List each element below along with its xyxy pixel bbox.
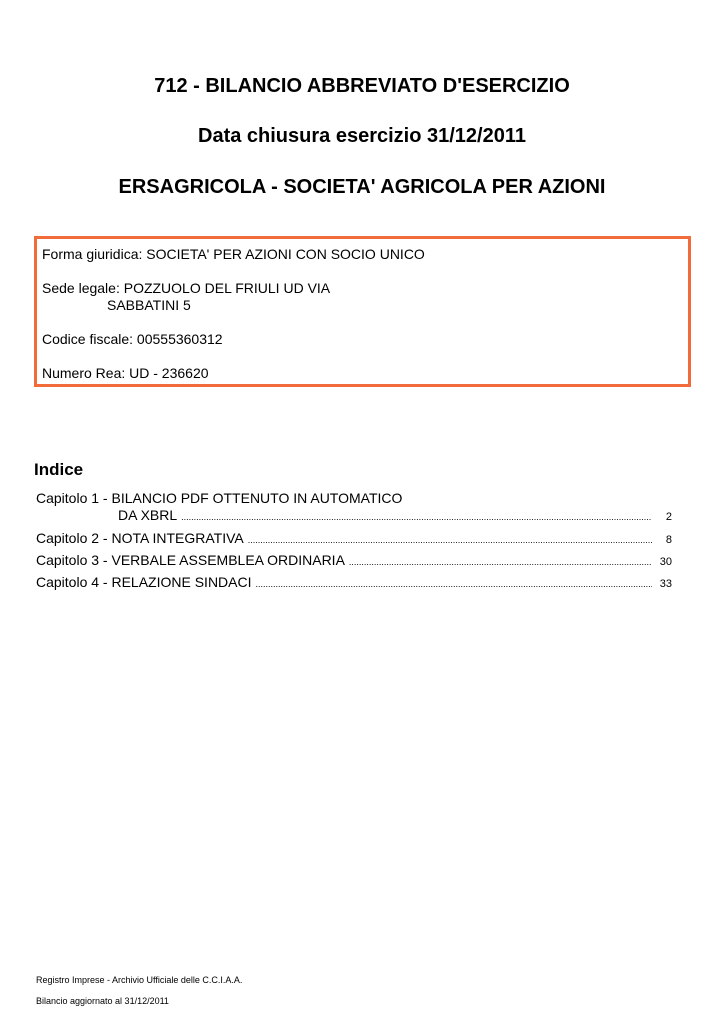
footer-registry-text: Registro Imprese - Archivio Ufficiale delle C.C.I.A.A. — [36, 975, 243, 985]
toc-entry-chapter-2[interactable] — [36, 530, 672, 549]
index-heading: Indice — [34, 460, 84, 479]
toc-entry-label: Capitolo 2 - NOTA INTEGRATIVA — [36, 530, 244, 546]
toc-page-number: 2 — [665, 511, 672, 523]
dot-leader — [181, 512, 652, 522]
toc-page-number: 30 — [659, 556, 672, 568]
company-info-box — [34, 236, 691, 387]
toc-page-number: 33 — [659, 578, 672, 590]
legal-form-text: Forma giuridica: SOCIETA' PER AZIONI CON SOCIO UNICO — [42, 246, 425, 262]
toc-entry-chapter-4[interactable] — [36, 574, 672, 593]
toc-entry-chapter-3[interactable] — [36, 552, 672, 571]
dot-leader — [256, 579, 652, 589]
toc-entry-label: Capitolo 4 - RELAZIONE SINDACI — [36, 574, 252, 590]
tax-code-text: Codice fiscale: 00555360312 — [42, 331, 223, 347]
dot-leader — [248, 535, 652, 545]
registered-office-continuation: SABBATINI 5 — [107, 297, 191, 313]
registered-office-text: Sede legale: POZZUOLO DEL FRIULI UD VIA — [42, 280, 331, 296]
toc-entry-label: Capitolo 1 - BILANCIO PDF OTTENUTO IN AUTOMATICO — [36, 490, 403, 506]
rea-number-text: Numero Rea: UD - 236620 — [42, 365, 209, 381]
footer-updated-text: Bilancio aggiornato al 31/12/2011 — [36, 996, 169, 1006]
document-title: 712 - BILANCIO ABBREVIATO D'ESERCIZIO — [154, 75, 570, 97]
closing-date-heading: Data chiusura esercizio 31/12/2011 — [198, 125, 526, 147]
toc-entry-chapter-1[interactable] — [36, 490, 672, 526]
dot-leader — [349, 557, 652, 567]
toc-page-number: 8 — [665, 534, 672, 546]
toc-entry-label-continuation: DA XBRL — [118, 507, 178, 523]
toc-entry-label: Capitolo 3 - VERBALE ASSEMBLEA ORDINARIA — [36, 552, 345, 568]
company-name-heading: ERSAGRICOLA - SOCIETA' AGRICOLA PER AZIONI — [118, 176, 606, 198]
